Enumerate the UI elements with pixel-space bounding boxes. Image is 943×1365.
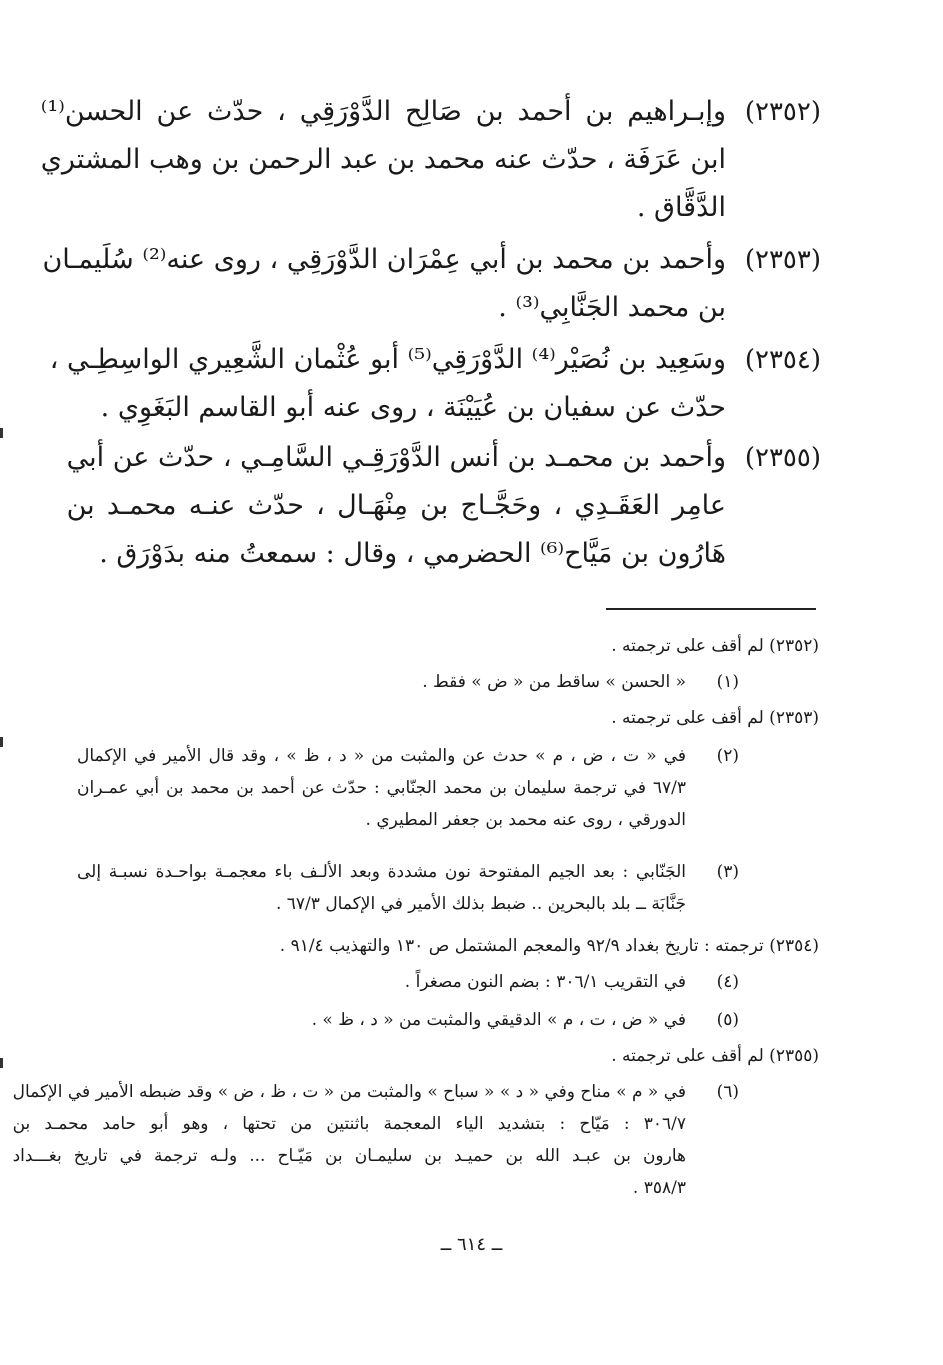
entry-2355 [66, 434, 821, 578]
entry-line: وسَعِيد بن نُصَيْر⁽⁴⁾ الدَّوْرَقِي⁽⁵⁾ أبو عُثْمان الشَّعِيري الواسِطِـي ، [49, 344, 726, 375]
footnote-line: ٣٥٨/٣ . [632, 1178, 686, 1198]
footnote-heading-2354: (٢٣٥٤) ترجمته : تاريخ بغداد ٩٢/٩ والمعجم المشتمل ص ١٣٠ والتهذيب ٩١/٤ . [279, 936, 819, 956]
footnote-line: ٣٠٦/٧ : مَيّاح : بتشديد الياء المعجمة باثنتين من تحتها ، وهو أبو حامد محمـد بن [12, 1114, 686, 1134]
entry-line: حدّث عن سفيان بن عُيَيْنَة ، روى عنه أبو القاسم البَغَوِي . [100, 392, 726, 423]
footnote-line: الدورقي ، روى عنه محمد بن جعفر المطيري . [365, 810, 686, 830]
entry-line: عامِر العَقَـدِي ، وحَجَّـاج بن مِنْهَـال ، حدّث عنـه محمـد بن [66, 490, 726, 521]
page-number: ــ ٦١٤ ــ [440, 1234, 503, 1255]
entry-number: (٢٣٥٤) [744, 345, 821, 375]
footnote-divider [606, 608, 816, 610]
entry-line: وإبـراهيم بن أحمد بن صَالِح الدَّوْرَقِي ، حدّث عن الحسن⁽¹⁾ [40, 96, 726, 127]
scan-mark [0, 737, 3, 747]
entry-line: الدَّقَّاق . [636, 192, 726, 223]
entry-line: وأحمد بن محمـد بن أنس الدَّوْرَقِـي السَّامِـي ، حدّث عن أبي [66, 442, 726, 473]
footnote-line: في « م » مناح وفي « د » « سباح » والمثبت من « ت ، ظ ، ض » وقد ضبطه الأمير في الإكمال [12, 1082, 686, 1102]
footnote-number: (٦) [716, 1082, 739, 1102]
footnote-5 [239, 1004, 739, 1036]
footnote-heading-2353: (٢٣٥٣) لم أقف على ترجمته . [611, 708, 819, 728]
footnote-6 [12, 1076, 739, 1204]
entry-number: (٢٣٥٢) [744, 97, 821, 127]
footnote-number: (٢) [716, 746, 739, 766]
footnote-heading-2355: (٢٣٥٥) لم أقف على ترجمته . [611, 1046, 819, 1066]
footnote-line: الجَنّابي : بعد الجيم المفتوحة نون مشددة وبعد الألـف باء معجمـة بواحـدة نسبـة إلى [77, 862, 686, 882]
entry-number: (٢٣٥٥) [744, 443, 821, 473]
entry-line: وأحمد بن محمد بن أبي عِمْرَان الدَّوْرَقِي ، روى عنه⁽²⁾ سُلَيمـان [42, 244, 726, 275]
entry-line: ابن عَرَفَة ، حدّث عنه محمد بن عبد الرحمن بن وهب المشتري [40, 144, 726, 175]
footnote-line: هارون بن عبـد الله بن حميـد بن سليمـان بن مَيّـاح ... ولـه ترجمة في تاريخ بغـــداد [12, 1146, 686, 1166]
footnote-line: « الحسن » ساقط من « ض » فقط . [422, 672, 686, 692]
footnote-line: جَنَّابَة ــ بلد بالبحرين .. ضبط بذلك الأمير في الإكمال ٦٧/٣ . [275, 894, 686, 914]
entry-line: هَارُون بن مَيَّاح⁽⁶⁾ الحضرمي ، وقال : سمعتُ منه بدَوْرَق . [99, 538, 726, 569]
footnote-1 [239, 666, 739, 698]
footnote-3 [77, 856, 739, 920]
footnote-number: (١) [716, 672, 739, 692]
scan-mark [0, 428, 3, 438]
footnote-number: (٤) [716, 972, 739, 992]
footnote-line: في التقريب ٣٠٦/١ : بضم النون مصغراً . [404, 972, 686, 992]
scan-mark [0, 1058, 3, 1068]
footnote-line: ٦٧/٣ في ترجمة سليمان بن محمد الجنّابي : حدّث عن أحمد بن محمد بن أبي عمـران [77, 778, 686, 798]
entry-2353 [42, 236, 821, 332]
entry-line: بن محمد الجَنَّابِي⁽³⁾ . [498, 292, 726, 323]
footnote-2 [77, 740, 739, 836]
entry-2352 [40, 88, 821, 232]
footnote-line: في « ت ، ض ، م » حدث عن والمثبت من « د ، ظ » ، وقد قال الأمير في الإكمال [77, 746, 686, 766]
footnote-number: (٣) [716, 862, 739, 882]
footnote-4 [239, 966, 739, 998]
entry-2354 [49, 336, 821, 432]
footnote-line: في « ض ، ت ، م » الدقيقي والمثبت من « د ، ظ » . [311, 1010, 686, 1030]
footnote-heading-2352: (٢٣٥٢) لم أقف على ترجمته . [611, 636, 819, 656]
entry-number: (٢٣٥٣) [744, 245, 821, 275]
footnote-number: (٥) [716, 1010, 739, 1030]
